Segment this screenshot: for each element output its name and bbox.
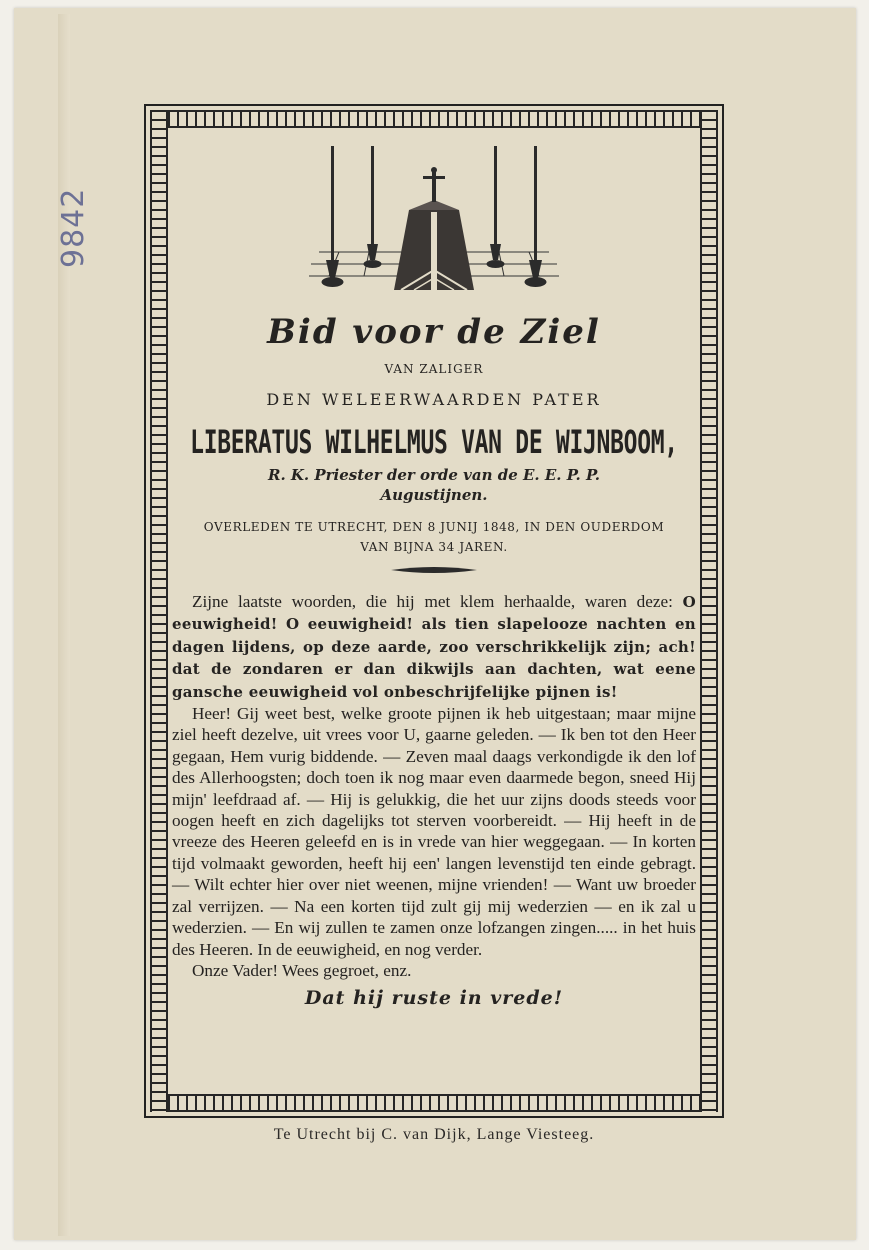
van-zaliger-line: VAN ZALIGER bbox=[384, 362, 484, 376]
title-line: DEN WELEERWAARDEN PATER bbox=[266, 390, 602, 409]
deceased-name: LIBERATUS WILHELMUS VAN DE WIJNBOOM, bbox=[190, 424, 678, 462]
decorative-rule bbox=[389, 565, 479, 575]
death-line-1: OVERLEDEN TE UTRECHT, DEN 8 JUNIJ 1848, IN DEN OUDERDOM bbox=[203, 520, 665, 534]
death-notice bbox=[172, 517, 696, 557]
order-line-1: R. K. Priester der orde van de E. E. P. P. bbox=[267, 466, 600, 484]
death-line-2: VAN BIJNA 34 JAREN. bbox=[360, 540, 508, 554]
heading-title: Bid voor de Ziel bbox=[267, 312, 601, 352]
altar-illustration bbox=[309, 140, 559, 300]
handwritten-number: 9842 bbox=[56, 187, 91, 268]
border-left bbox=[150, 110, 168, 1112]
closing-line: Dat hij ruste in vrede! bbox=[304, 987, 564, 1010]
border-right bbox=[700, 110, 718, 1112]
paragraph-1 bbox=[172, 591, 696, 703]
printer-imprint: Te Utrecht bij C. van Dijk, Lange Viesteeg. bbox=[273, 1126, 595, 1143]
paragraph-1-intro: Zijne laatste woorden, die hij met klem herhaalde, waren deze: bbox=[192, 592, 683, 611]
prayer-card-content bbox=[172, 140, 696, 1009]
border-bottom bbox=[150, 1094, 718, 1112]
order-line bbox=[172, 465, 696, 505]
prayer-text bbox=[172, 591, 696, 981]
paragraph-1-bold: O eeuwigheid! O eeuwigheid! als tien slapelooze nachten en dagen lijdens, op deze aarde, zoo verschrikkelijk zijn; ach! dat de zondaren er dan dikwijls aan dachten, wat eene gansche eeuwigheid vol onbeschrijfelijke pijnen is! bbox=[172, 593, 696, 701]
paragraph-2: Heer! Gij weet best, welke groote pijnen ik heb uitgestaan; maar mijne ziel heeft dezelve, uit vrees voor U, gaarne geleden. — Ik ben tot den Heer gegaan, Hem vurig biddende. — Zeven maal daags verkondigde ik den lof des Allerhoogsten; doch toen ik nog maar even daarmede begon, sneed Hij mijn' leefdraad af. — Hij is gelukkig, die het uur zijns doods steeds voor oogen heeft en zich dagelijks tot sterven voorbereidt. — Hij heeft in de vreeze des Heeren geleefd en is in vrede van hier weggegaan. — In korten tijd volmaakt geworden, heeft hij een' langen levenstijd ten einde gebragt. — Wilt echter hier over niet weenen, mijne vrienden! — Want uw broeder zal verrijzen. — Na een korten tijd zult gij mij wederzien — en ik zal u wederzien. — En wij zullen te zamen onze lofzangen zingen..... in het huis des Heeren. In de eeuwigheid, en nog verder. bbox=[172, 704, 696, 959]
paragraph-3: Onze Vader! Wees gegroet, enz. bbox=[192, 960, 412, 980]
order-line-2: Augustijnen. bbox=[380, 486, 488, 504]
border-top bbox=[150, 110, 718, 128]
